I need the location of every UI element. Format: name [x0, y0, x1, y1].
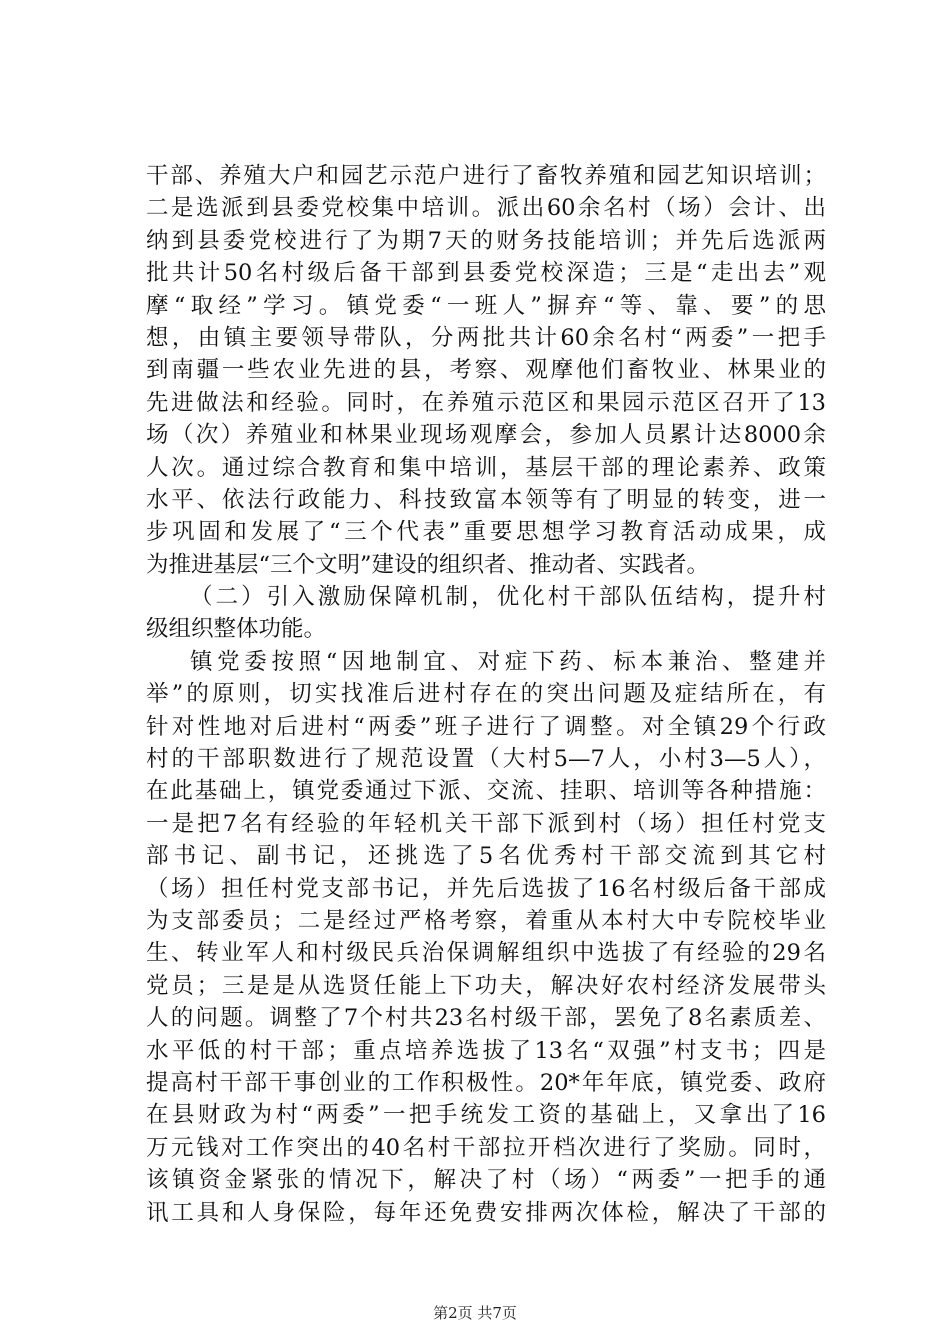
- text-line: 场（次）养殖业和林果业现场观摩会，参加人员累计达8000余: [146, 422, 826, 449]
- text-line: 二是选派到县委党校集中培训。派出60余名村（场）会计、出: [146, 195, 826, 222]
- text-line: 该镇资金紧张的情况下，解决了村（场）“两委”一把手的通: [146, 1167, 826, 1194]
- section-heading-line: 级组织整体功能。: [146, 616, 327, 643]
- text-line: 为支部委员；二是经过严格考察，着重从本村大中专院校毕业: [146, 907, 826, 934]
- text-line: 部书记、副书记，还挑选了5名优秀村干部交流到其它村: [146, 843, 826, 870]
- text-line: 干部、养殖大户和园艺示范户进行了畜牧养殖和园艺知识培训；: [146, 163, 826, 189]
- text-line: 在此基础上，镇党委通过下派、交流、挂职、培训等各种措施：: [146, 778, 826, 805]
- text-line: 到南疆一些农业先进的县，考察、观摩他们畜牧业、林果业的: [146, 357, 826, 384]
- text-line: 先进做法和经验。同时，在养殖示范区和果园示范区召开了13: [146, 389, 826, 416]
- text-line: 为推进基层“三个文明”建设的组织者、推动者、实践者。: [146, 551, 710, 578]
- text-line: 人次。通过综合教育和集中培训，基层干部的理论素养、政策: [146, 454, 826, 481]
- text-line: 一是把7名有经验的年轻机关干部下派到村（场）担任村党支: [146, 810, 826, 837]
- text-line: 举”的原则，切实找准后进村存在的突出问题及症结所在，有: [146, 681, 826, 708]
- text-line: 水平、依法行政能力、科技致富本领等有了明显的转变，进一: [146, 486, 826, 513]
- text-line: 生、转业军人和村级民兵治保调解组织中选拔了有经验的29名: [146, 940, 826, 967]
- text-line: 摩“取经”学习。镇党委“一班人”摒弃“等、靠、要”的思: [146, 292, 826, 319]
- text-line: 步巩固和发展了“三个代表”重要思想学习教育活动成果，成: [146, 519, 826, 546]
- text-line: 党员；三是是从选贤任能上下功夫，解决好农村经济发展带头: [146, 972, 826, 999]
- text-line: 提高村干部干事创业的工作积极性。20*年年底，镇党委、政府: [146, 1069, 826, 1096]
- text-line: 万元钱对工作突出的40名村干部拉开档次进行了奖励。同时，: [146, 1134, 826, 1161]
- text-line: 在县财政为村“两委”一把手统发工资的基础上，又拿出了16: [146, 1102, 826, 1129]
- text-line: 镇党委按照“因地制宜、对症下药、标本兼治、整建并: [190, 648, 826, 675]
- body-text: [146, 160, 826, 1229]
- text-line: 人的问题。调整了7个村共23名村级干部，罢免了8名素质差、: [146, 1005, 826, 1032]
- text-line: 讯工具和人身保险，每年还免费安排两次体检，解决了干部的: [146, 1199, 826, 1226]
- text-line: 纳到县委党校进行了为期7天的财务技能培训；并先后选派两: [146, 227, 826, 254]
- text-line: （场）担任村党支部书记，并先后选拔了16名村级后备干部成: [146, 875, 826, 902]
- text-line: 村的干部职数进行了规范设置（大村5—7人，小村3—5人），: [146, 746, 826, 773]
- page-number-label: 第2页 共7页: [433, 1304, 517, 1322]
- text-line: 水平低的村干部；重点培养选拔了13名“双强”村支书；四是: [146, 1037, 826, 1064]
- text-line: 针对性地对后进村“两委”班子进行了调整。对全镇29个行政: [146, 713, 826, 740]
- text-line: 批共计50名村级后备干部到县委党校深造；三是“走出去”观: [146, 260, 826, 287]
- text-line: 想，由镇主要领导带队，分两批共计60余名村“两委”一把手: [146, 324, 826, 351]
- section-heading-line: （二）引入激励保障机制，优化村干部队伍结构，提升村: [190, 584, 826, 611]
- page-footer: [0, 1302, 950, 1323]
